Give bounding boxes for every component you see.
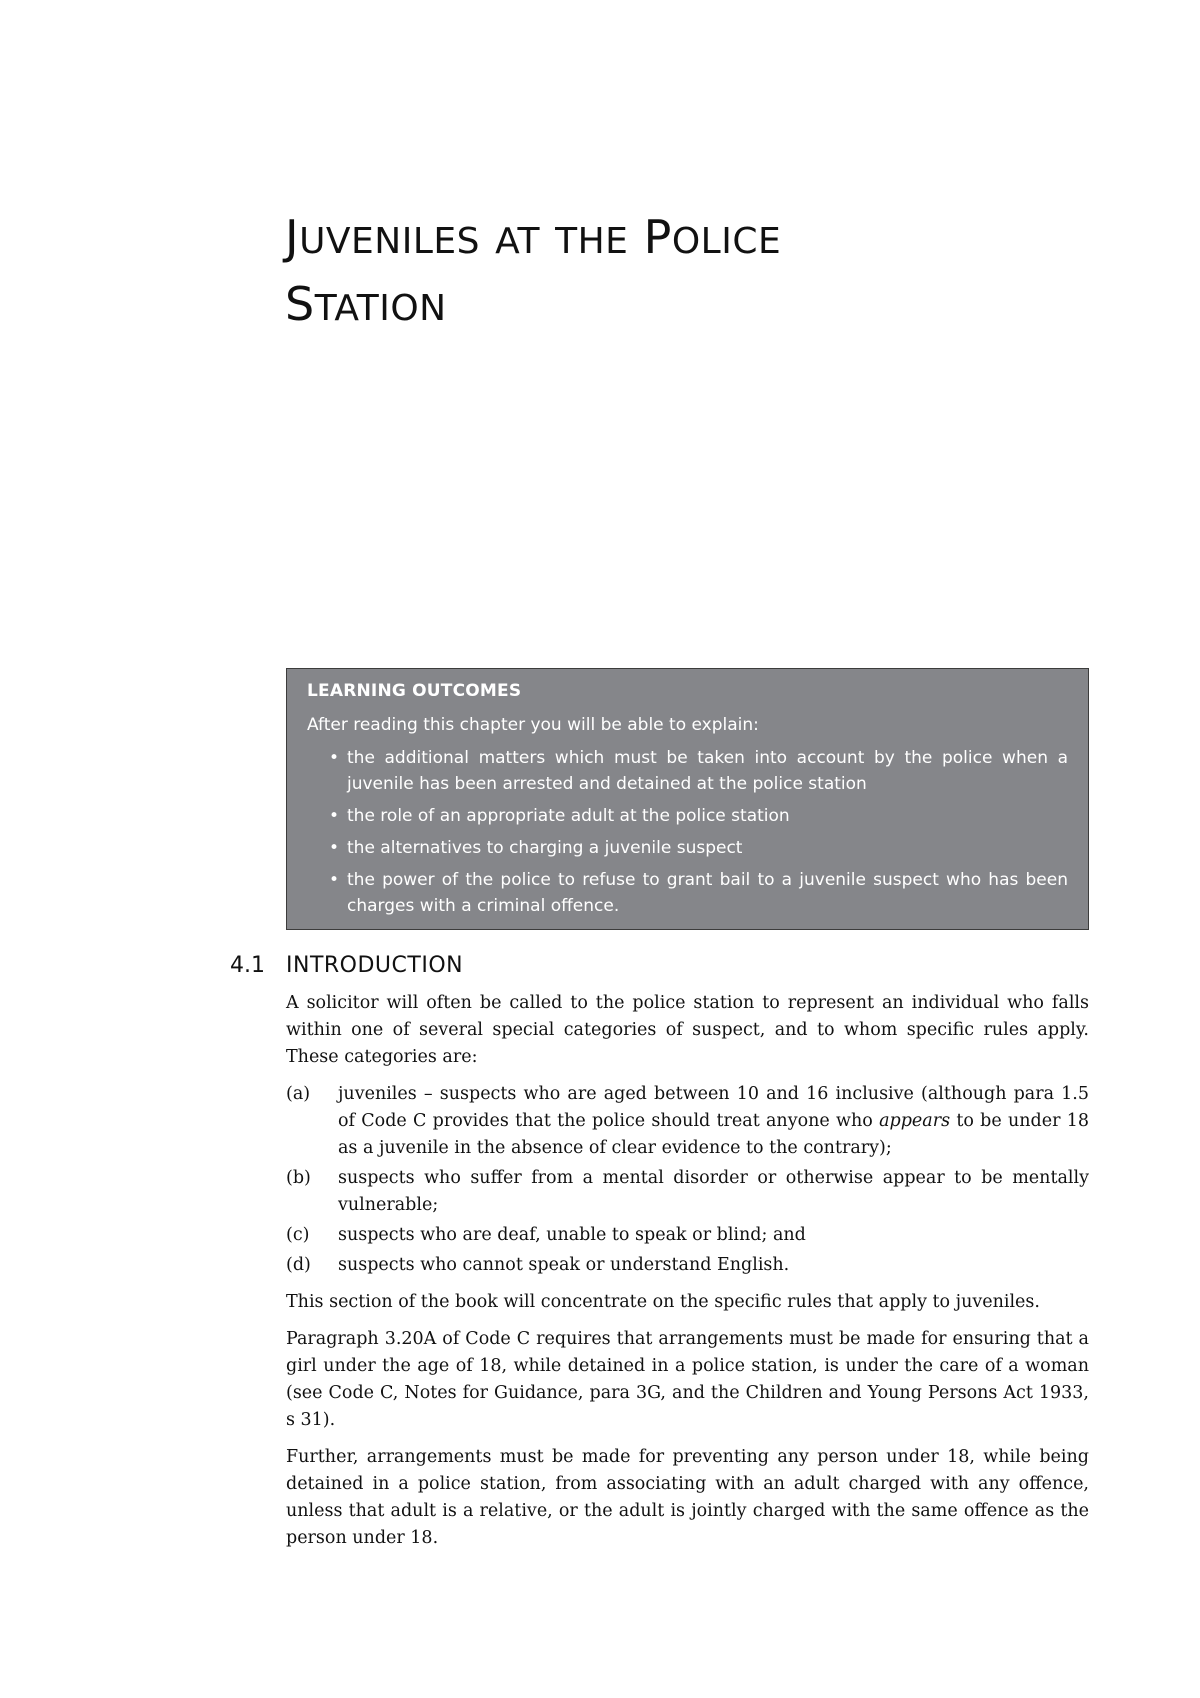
category-item-d: (d) suspects who cannot speak or understand English. — [286, 1252, 1089, 1279]
chapter-title-line-1: JUVENILES AT THE POLICE — [285, 210, 782, 264]
category-label: (b) — [286, 1168, 311, 1188]
category-item-c: (c) suspects who are deaf, unable to speak or blind; and — [286, 1222, 1089, 1249]
category-label: (c) — [286, 1225, 310, 1245]
body-paragraph: Further, arrangements must be made for preventing any person under 18, while being detained in a police station, from associating with an adult charged with any offence, unless that adult is a relative, or the adult is jointly charged with the same offence as the person under 18. — [286, 1447, 1089, 1548]
learning-outcomes-intro: After reading this chapter you will be able to explain: — [307, 715, 759, 735]
category-label: (a) — [286, 1084, 311, 1104]
emphasis-text: appears — [879, 1111, 951, 1131]
category-label: (d) — [286, 1255, 311, 1275]
section-body — [286, 990, 1089, 1562]
bullet-icon: • — [329, 870, 340, 890]
body-paragraph: Paragraph 3.20A of Code C requires that arrangements must be made for ensuring that a girl under the age of 18, while detained in a police station, is under the care of a woman (see Code C, Notes for Guidance, para 3G, and the Children and Young Persons Act 1933, s 31). — [286, 1329, 1089, 1430]
chapter-title-line-2: STATION — [285, 277, 447, 331]
learning-outcome-item: • the power of the police to refuse to grant bail to a juvenile suspect who has been charges with a criminal offence. — [307, 867, 1068, 919]
learning-outcomes-list — [307, 745, 1068, 919]
learning-outcome-item: • the alternatives to charging a juvenile suspect — [307, 835, 1068, 861]
bullet-icon: • — [329, 838, 340, 858]
chapter-title — [285, 206, 985, 340]
section-title: INTRODUCTION — [286, 953, 464, 978]
category-list — [286, 1081, 1089, 1279]
bullet-icon: • — [329, 748, 340, 768]
body-paragraph: This section of the book will concentrate on the specific rules that apply to juveniles. — [286, 1292, 1040, 1312]
learning-outcomes-box — [286, 668, 1089, 930]
intro-paragraph: A solicitor will often be called to the police station to represent an individual who falls within one of several special categories of suspect, and to whom specific rules apply. These categories are: — [286, 993, 1089, 1067]
category-item-b: (b) suspects who suffer from a mental disorder or otherwise appear to be mentally vulnerable; — [286, 1165, 1089, 1219]
category-item-a: (a) juveniles – suspects who are aged between 10 and 16 inclusive (although para 1.5 of Code C provides that the police should treat anyone who appears to be under 18 as a juvenile in the absence of clear evidence to the contrary); — [286, 1081, 1089, 1162]
bullet-icon: • — [329, 806, 340, 826]
learning-outcome-item: • the additional matters which must be taken into account by the police when a juvenile has been arrested and detained at the police station — [307, 745, 1068, 797]
learning-outcomes-heading: LEARNING OUTCOMES — [307, 681, 522, 701]
learning-outcome-item: • the role of an appropriate adult at the police station — [307, 803, 1068, 829]
section-number: 4.1 — [230, 953, 265, 978]
